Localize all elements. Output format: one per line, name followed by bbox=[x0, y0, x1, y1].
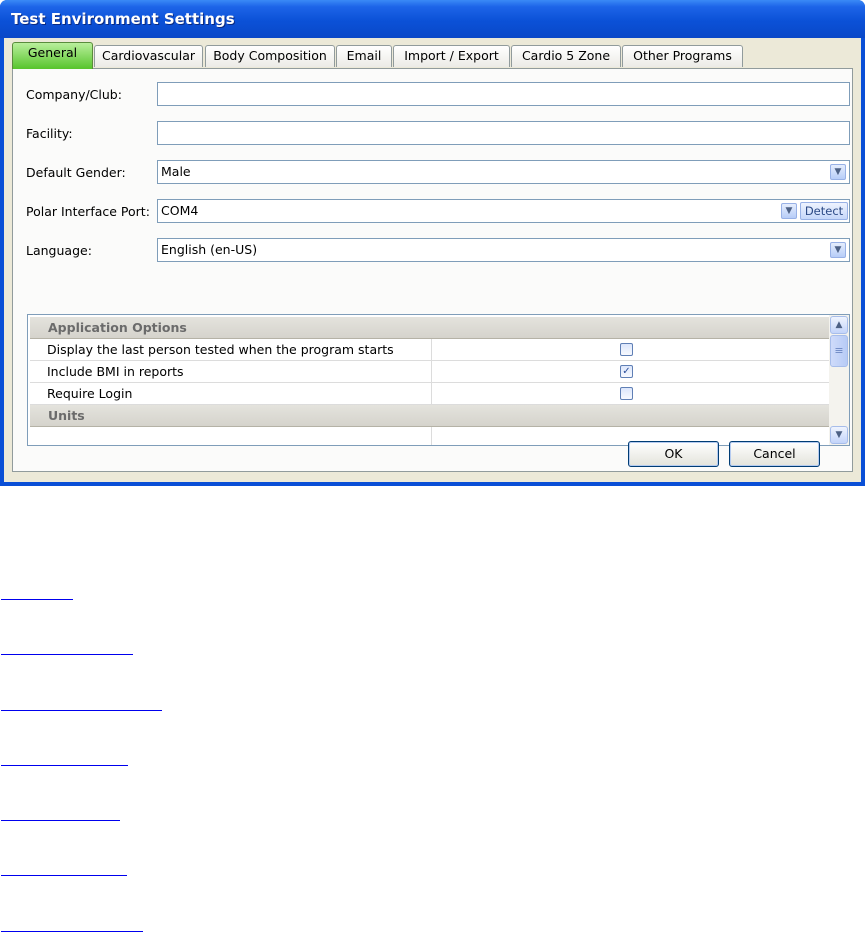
chevron-down-icon[interactable]: ▼ bbox=[830, 164, 846, 180]
require-login-checkbox[interactable] bbox=[620, 387, 633, 400]
facility-input[interactable] bbox=[157, 121, 850, 145]
option-label bbox=[30, 427, 432, 446]
link-4[interactable] bbox=[1, 752, 128, 766]
default-gender-label: Default Gender: bbox=[26, 165, 126, 180]
tab-general[interactable]: General bbox=[12, 42, 93, 69]
arrow-up-icon[interactable]: ▲ bbox=[830, 316, 848, 334]
cancel-button[interactable]: Cancel bbox=[729, 441, 820, 467]
link-7[interactable] bbox=[1, 918, 143, 932]
tab-email[interactable]: Email bbox=[336, 45, 392, 67]
link-2[interactable] bbox=[1, 641, 133, 655]
company-input[interactable] bbox=[157, 82, 850, 106]
link-6[interactable] bbox=[1, 862, 127, 876]
option-label: Include BMI in reports bbox=[30, 361, 432, 382]
tab-cardiovascular[interactable]: Cardiovascular bbox=[94, 45, 203, 67]
include-bmi-checkbox[interactable] bbox=[620, 365, 633, 378]
title-bar[interactable] bbox=[0, 0, 865, 38]
default-gender-value: Male bbox=[161, 164, 191, 179]
facility-label: Facility: bbox=[26, 126, 73, 141]
polar-port-value: COM4 bbox=[161, 203, 199, 218]
window-title: Test Environment Settings bbox=[11, 10, 235, 28]
detect-button[interactable]: Detect bbox=[800, 202, 848, 220]
polar-port-select[interactable] bbox=[157, 199, 850, 223]
scroll-thumb[interactable]: ≡ bbox=[830, 335, 848, 367]
default-gender-select[interactable] bbox=[157, 160, 850, 184]
language-select[interactable] bbox=[157, 238, 850, 262]
option-label: Require Login bbox=[30, 383, 432, 404]
option-row-require-login bbox=[30, 383, 829, 405]
check-icon: ✓ bbox=[622, 366, 631, 377]
link-3[interactable] bbox=[1, 697, 162, 711]
option-row-display-last-person bbox=[30, 339, 829, 361]
window-client-area bbox=[4, 38, 861, 482]
option-label: Display the last person tested when the program starts bbox=[30, 339, 432, 360]
units-radio[interactable] bbox=[440, 445, 453, 446]
language-value: English (en-US) bbox=[161, 242, 258, 257]
options-grid bbox=[27, 314, 850, 446]
tab-body-composition[interactable]: Body Composition bbox=[205, 45, 335, 67]
chevron-down-icon[interactable]: ▼ bbox=[830, 242, 846, 258]
options-scrollbar[interactable] bbox=[829, 315, 849, 445]
language-label: Language: bbox=[26, 243, 92, 258]
application-options-header: Application Options bbox=[30, 317, 829, 339]
ok-button[interactable]: OK bbox=[628, 441, 719, 467]
company-label: Company/Club: bbox=[26, 87, 122, 102]
tab-import-export[interactable]: Import / Export bbox=[393, 45, 510, 67]
tab-cardio-5-zone[interactable]: Cardio 5 Zone bbox=[511, 45, 621, 67]
link-1[interactable] bbox=[1, 586, 73, 600]
units-header: Units bbox=[30, 405, 829, 427]
polar-port-label: Polar Interface Port: bbox=[26, 204, 150, 219]
tab-other-programs[interactable]: Other Programs bbox=[622, 45, 743, 67]
link-5[interactable] bbox=[1, 807, 120, 821]
option-row-include-bmi bbox=[30, 361, 829, 383]
arrow-down-icon[interactable]: ▼ bbox=[830, 426, 848, 444]
display-last-person-checkbox[interactable] bbox=[620, 343, 633, 356]
general-tab-panel bbox=[12, 68, 853, 472]
chevron-down-icon[interactable]: ▼ bbox=[781, 203, 797, 219]
